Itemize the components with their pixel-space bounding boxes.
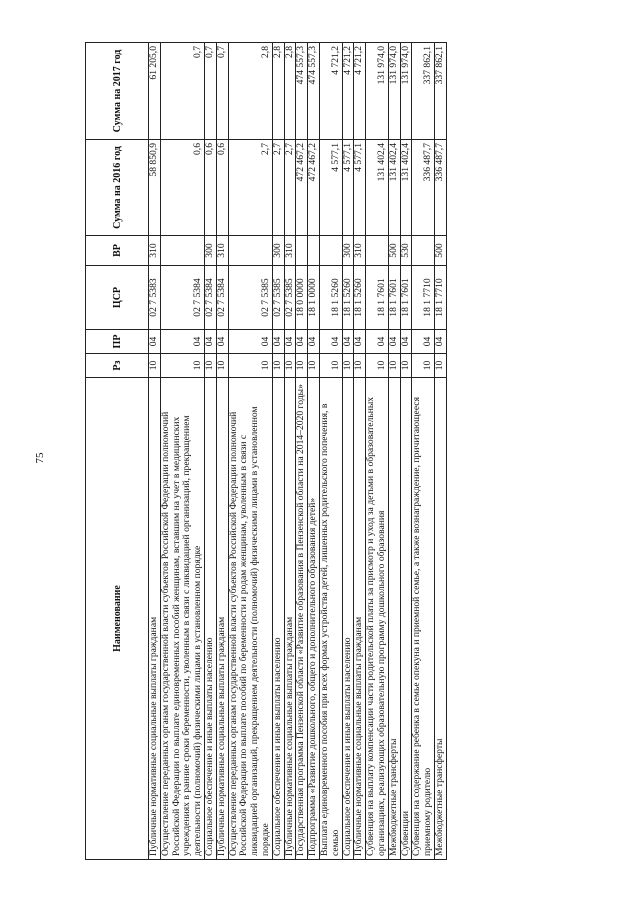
row-csr-cell: 18 1 5260	[319, 266, 342, 330]
row-sum-2016-cell: 2,7	[284, 140, 296, 236]
row-rz-cell: 10	[388, 354, 400, 378]
row-pr-cell: 04	[149, 330, 161, 354]
row-name-cell: Публичные нормативные социальные выплаты гражданам	[216, 378, 228, 860]
table-row	[228, 43, 272, 860]
row-pr-cell: 04	[342, 330, 354, 354]
row-csr-cell: 18 1 5260	[342, 266, 354, 330]
row-pr-cell: 04	[272, 330, 284, 354]
row-sum-2016-cell: 4 577,1	[319, 140, 342, 236]
row-pr-cell: 04	[412, 330, 435, 354]
row-csr-cell: 18 0 0000	[296, 266, 308, 330]
row-rz-cell: 10	[284, 354, 296, 378]
page-number: 75	[34, 452, 46, 464]
row-pr-cell: 04	[400, 330, 412, 354]
row-sum-2017-cell: 2,8	[272, 43, 284, 140]
row-name-cell: Социальное обеспечение и иные выплаты населению	[342, 378, 354, 860]
row-pr-cell: 04	[296, 330, 308, 354]
row-name-cell: Осуществление переданных органам государственной власти субъектов Российской Федерации полномочий Российской Федерации по выплате пособий по беременности и родам женщинам, уволенным в связи с ликвидацией организаций, прекращением деятельности (полномочий) физическими лицами в установленном порядке	[228, 378, 272, 860]
row-sum-2016-cell: 131 402,4	[400, 140, 412, 236]
budget-table	[85, 42, 447, 860]
row-rz-cell: 10	[434, 354, 446, 378]
rotated-table-sheet	[85, 43, 580, 860]
row-sum-2016-cell: 4 577,1	[354, 140, 366, 236]
row-sum-2017-cell: 474 557,3	[308, 43, 320, 140]
row-vr-cell	[228, 236, 272, 266]
row-csr-cell: 02 7 5385	[228, 266, 272, 330]
row-sum-2017-cell: 474 557,3	[296, 43, 308, 140]
row-rz-cell: 10	[160, 354, 204, 378]
row-rz-cell: 10	[272, 354, 284, 378]
row-sum-2016-cell: 0,6	[204, 140, 216, 236]
row-csr-cell: 18 1 0000	[308, 266, 320, 330]
row-csr-cell: 02 7 5383	[149, 266, 161, 330]
row-pr-cell: 04	[228, 330, 272, 354]
row-rz-cell: 10	[204, 354, 216, 378]
row-csr-cell: 02 7 5384	[204, 266, 216, 330]
row-name-cell: Субвенция на выплату компенсации части родительской платы за присмотр и уход за детьми в образовательных организациях, реализующих образовательную программу дошкольного образования	[366, 378, 389, 860]
table-row	[216, 43, 228, 860]
row-pr-cell: 04	[319, 330, 342, 354]
table-row	[434, 43, 446, 860]
row-vr-cell	[296, 236, 308, 266]
header-rz: Рз	[86, 354, 149, 378]
row-sum-2016-cell: 58 850,9	[149, 140, 161, 236]
table-row	[342, 43, 354, 860]
table-row	[149, 43, 161, 860]
row-sum-2016-cell: 131 402,4	[366, 140, 389, 236]
row-sum-2016-cell: 131 402,4	[388, 140, 400, 236]
row-sum-2017-cell: 131 974,0	[366, 43, 389, 140]
row-rz-cell: 10	[342, 354, 354, 378]
table-row	[412, 43, 435, 860]
row-vr-cell: 310	[149, 236, 161, 266]
rotated-table-wrapper	[85, 43, 580, 860]
row-sum-2016-cell: 472 467,2	[296, 140, 308, 236]
header-name: Наименование	[86, 378, 149, 860]
row-vr-cell: 310	[354, 236, 366, 266]
table-row	[204, 43, 216, 860]
row-pr-cell: 04	[204, 330, 216, 354]
row-vr-cell: 530	[400, 236, 412, 266]
row-sum-2017-cell: 0,7	[216, 43, 228, 140]
row-sum-2016-cell: 4 577,1	[342, 140, 354, 236]
row-name-cell: Осуществление переданных органам государственной власти субъектов Российской Федерации полномочий Российской Федерации по выплате единовременных пособий женщинам, вставшим на учет в медицинских учреждениях в ранние сроки беременности, уволенным в связи с ликвидацией организаций, прекращением деятельности (полномочий) физическими лицами в установленном порядке	[160, 378, 204, 860]
table-row	[160, 43, 204, 860]
row-name-cell: Выплата единовременного пособия при всех формах устройства детей, лишенных родительского попечения, в семью	[319, 378, 342, 860]
header-csr: ЦСР	[86, 266, 149, 330]
row-name-cell: Межбюджетные трансферты	[388, 378, 400, 860]
row-name-cell: Субвенция на содержание ребенка в семье опекуна и приемной семье, а также вознаграждение, причитающееся приемному родителю	[412, 378, 435, 860]
row-sum-2017-cell: 2,8	[228, 43, 272, 140]
row-sum-2017-cell: 4 721,2	[342, 43, 354, 140]
row-csr-cell: 18 1 7601	[388, 266, 400, 330]
row-sum-2017-cell: 61 205,0	[149, 43, 161, 140]
row-sum-2016-cell: 472 467,2	[308, 140, 320, 236]
row-name-cell: Социальное обеспечение и иные выплаты населению	[272, 378, 284, 860]
row-pr-cell: 04	[216, 330, 228, 354]
row-vr-cell: 300	[204, 236, 216, 266]
row-rz-cell: 10	[228, 354, 272, 378]
row-csr-cell: 18 1 7710	[434, 266, 446, 330]
row-vr-cell	[319, 236, 342, 266]
row-vr-cell	[160, 236, 204, 266]
row-name-cell: Социальное обеспечение и иные выплаты населению	[204, 378, 216, 860]
row-vr-cell: 300	[272, 236, 284, 266]
row-csr-cell: 02 7 5384	[216, 266, 228, 330]
row-rz-cell: 10	[319, 354, 342, 378]
row-sum-2016-cell: 2,7	[228, 140, 272, 236]
row-rz-cell: 10	[366, 354, 389, 378]
row-sum-2016-cell: 336 487,7	[434, 140, 446, 236]
table-body	[149, 43, 447, 860]
row-csr-cell: 18 1 7601	[400, 266, 412, 330]
row-sum-2017-cell: 2,8	[284, 43, 296, 140]
row-name-cell: Публичные нормативные социальные выплаты гражданам	[354, 378, 366, 860]
table-row	[366, 43, 389, 860]
row-sum-2017-cell: 337 862,1	[412, 43, 435, 140]
row-rz-cell: 10	[412, 354, 435, 378]
row-sum-2016-cell: 336 487,7	[412, 140, 435, 236]
row-pr-cell: 04	[284, 330, 296, 354]
row-sum-2016-cell: 2,7	[272, 140, 284, 236]
table-row	[308, 43, 320, 860]
row-name-cell: Государственная программа Пензенской области «Развитие образования в Пензенской области на 2014–2020 годы»	[296, 378, 308, 860]
row-sum-2017-cell: 131 974,0	[400, 43, 412, 140]
row-vr-cell: 500	[388, 236, 400, 266]
row-vr-cell: 310	[216, 236, 228, 266]
row-sum-2017-cell: 337 862,1	[434, 43, 446, 140]
table-row	[319, 43, 342, 860]
row-name-cell: Публичные нормативные социальные выплаты гражданам	[284, 378, 296, 860]
table-row	[284, 43, 296, 860]
row-csr-cell: 02 7 5385	[272, 266, 284, 330]
header-sum-2016: Сумма на 2016 год	[86, 140, 149, 236]
row-sum-2017-cell: 4 721,2	[354, 43, 366, 140]
row-sum-2017-cell: 131 974,0	[388, 43, 400, 140]
table-header-row	[86, 43, 149, 860]
table-row	[354, 43, 366, 860]
row-csr-cell: 18 1 7601	[366, 266, 389, 330]
row-pr-cell: 04	[366, 330, 389, 354]
row-sum-2016-cell: 0,6	[216, 140, 228, 236]
row-sum-2016-cell: 0,6	[160, 140, 204, 236]
row-name-cell: Субвенции	[400, 378, 412, 860]
table-row	[388, 43, 400, 860]
row-vr-cell	[366, 236, 389, 266]
row-csr-cell: 18 1 5260	[354, 266, 366, 330]
row-rz-cell: 10	[400, 354, 412, 378]
row-rz-cell: 10	[296, 354, 308, 378]
row-name-cell: Публичные нормативные социальные выплаты гражданам	[149, 378, 161, 860]
row-pr-cell: 04	[308, 330, 320, 354]
row-csr-cell: 02 7 5385	[284, 266, 296, 330]
header-vr: ВР	[86, 236, 149, 266]
row-csr-cell: 02 7 5384	[160, 266, 204, 330]
row-vr-cell: 310	[284, 236, 296, 266]
row-rz-cell: 10	[216, 354, 228, 378]
row-rz-cell: 10	[149, 354, 161, 378]
table-row	[272, 43, 284, 860]
row-csr-cell: 18 1 7710	[412, 266, 435, 330]
header-sum-2017: Сумма на 2017 год	[86, 43, 149, 140]
row-sum-2017-cell: 0,7	[204, 43, 216, 140]
table-row	[296, 43, 308, 860]
table-row	[400, 43, 412, 860]
row-pr-cell: 04	[160, 330, 204, 354]
row-name-cell: Межбюджетные трансферты	[434, 378, 446, 860]
row-name-cell: Подпрограмма «Развитие дошкольного, общего и дополнительного образования детей»	[308, 378, 320, 860]
row-vr-cell: 500	[434, 236, 446, 266]
row-pr-cell: 04	[354, 330, 366, 354]
row-vr-cell: 300	[342, 236, 354, 266]
row-vr-cell	[308, 236, 320, 266]
row-pr-cell: 04	[388, 330, 400, 354]
row-pr-cell: 04	[434, 330, 446, 354]
row-sum-2017-cell: 0,7	[160, 43, 204, 140]
row-rz-cell: 10	[354, 354, 366, 378]
header-pr: ПР	[86, 330, 149, 354]
row-rz-cell: 10	[308, 354, 320, 378]
row-vr-cell	[412, 236, 435, 266]
row-sum-2017-cell: 4 721,2	[319, 43, 342, 140]
